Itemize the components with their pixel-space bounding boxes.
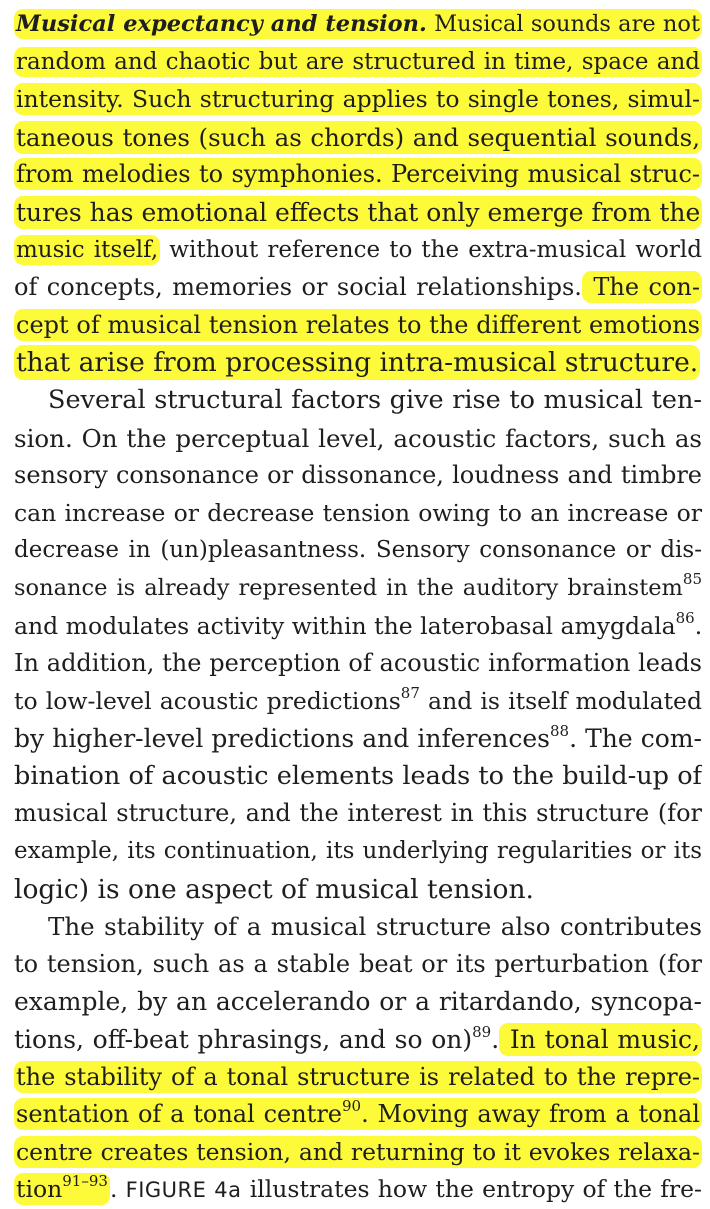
text-span: . Moving away from a tonal — [361, 1100, 700, 1129]
text-span: The stability of a musical structure also contributes — [48, 912, 702, 942]
text-line — [14, 645, 702, 683]
text-line — [14, 1021, 702, 1059]
text-line — [14, 81, 702, 119]
citation-superscript: 86 — [675, 608, 695, 627]
paragraph-structural-factors — [14, 382, 702, 908]
highlight — [14, 9, 702, 39]
text-line — [14, 1096, 702, 1134]
text-line — [14, 307, 702, 345]
figure-reference-link[interactable]: FIGURE 4a — [125, 1178, 242, 1203]
text-line — [14, 683, 702, 721]
text-line — [14, 269, 702, 307]
text-line — [14, 344, 702, 382]
text-line — [14, 457, 702, 495]
highlight: music itself, — [16, 236, 159, 263]
text-line — [14, 946, 702, 984]
text-line — [14, 495, 702, 533]
text-span: sentation of a tonal centre — [16, 1100, 342, 1129]
text-line — [14, 1171, 702, 1209]
citation-superscript: 88 — [550, 722, 570, 741]
text-span: example, by an accelerando or a ritardando, syncopa- — [14, 987, 702, 1017]
highlight: random and chaotic but are structured in time, space and — [16, 48, 700, 75]
text-line — [14, 156, 702, 194]
text-line — [14, 420, 702, 458]
text-line — [14, 119, 702, 157]
text-span: Musical sounds are not — [426, 11, 700, 37]
text-span: of concepts, memories or social relationships. — [14, 273, 582, 302]
text-line — [14, 871, 702, 909]
paragraph-musical-expectancy — [14, 6, 702, 382]
text-line — [14, 608, 702, 646]
text-line — [14, 232, 702, 270]
text-line — [14, 833, 702, 871]
text-line — [14, 6, 702, 44]
highlight: cept of musical tension relates to the different emotions — [16, 310, 700, 339]
text-span: . The com- — [569, 724, 702, 754]
text-span: and modulates activity within the laterobasal amygdala — [14, 611, 676, 640]
text-line — [14, 570, 702, 608]
section-heading: Musical expectancy and tension. — [16, 11, 427, 37]
highlight: taneous tones (such as chords) and sequential sounds, — [16, 122, 700, 152]
text-span: decrease in (un)pleasantness. Sensory consonance or dis- — [14, 537, 702, 564]
text-line — [14, 1059, 702, 1097]
text-span: to tension, such as a stable beat or its perturbation (for — [14, 949, 702, 978]
highlight: In tonal music, — [501, 1025, 700, 1055]
highlight: tures has emotional effects that only emerge from the — [16, 197, 701, 227]
text-span: tion — [16, 1175, 63, 1204]
text-span: can increase or decrease tension owing to an increase or — [14, 498, 702, 527]
text-line — [14, 795, 702, 833]
text-span: without reference to the extra-musical world — [160, 236, 702, 263]
highlight: that arise from processing intra-musical structure. — [16, 347, 699, 379]
highlight: the stability of a tonal structure is related to the repre- — [16, 1062, 700, 1091]
highlight — [14, 1098, 702, 1130]
text-span: by higher-level predictions and inferences — [14, 724, 550, 754]
text-line — [14, 194, 702, 232]
text-line — [14, 758, 702, 796]
text-span: and is itself modulated — [419, 686, 702, 715]
text-line — [14, 983, 702, 1021]
highlight — [14, 1173, 110, 1205]
text-span: to low-level acoustic predictions — [14, 686, 401, 715]
citation-superscript: 87 — [400, 683, 420, 702]
text-span: . — [109, 1175, 126, 1204]
text-span: illustrates how the entropy of the fre- — [241, 1175, 702, 1204]
text-span: musical structure, and the interest in this structure (for — [14, 799, 702, 828]
text-span: example, its continuation, its underlying regularities or its — [14, 838, 702, 865]
text-line — [14, 382, 702, 420]
text-line — [14, 44, 702, 82]
citation-superscript: 89 — [472, 1023, 492, 1042]
highlight: from melodies to symphonies. Perceiving musical struc- — [16, 160, 700, 189]
citation-superscript: 85 — [682, 569, 702, 588]
text-span: sensory consonance or dissonance, loudness and timbre — [14, 461, 702, 490]
text-span: . — [694, 611, 702, 640]
highlight: The con- — [583, 273, 700, 302]
citation-superscript: 91–93 — [62, 1172, 108, 1191]
paragraph-stability — [14, 908, 702, 1209]
text-line — [14, 1134, 702, 1172]
highlight: intensity. Such structuring applies to single tones, simul- — [16, 85, 700, 114]
text-span: sion. On the perceptual level, acoustic factors, such as — [14, 423, 702, 453]
text-span: sonance is already represented in the auditory brainstem — [14, 574, 683, 601]
text-span: tions, off-beat phrasings, and so on) — [14, 1025, 473, 1055]
text-line — [14, 532, 702, 570]
text-line — [14, 908, 702, 946]
text-line — [14, 720, 702, 758]
text-span: logic) is one aspect of musical tension. — [14, 873, 534, 905]
highlight: centre creates tension, and returning to it evokes relaxa- — [16, 1137, 700, 1166]
text-span: In addition, the perception of acoustic information leads — [14, 649, 702, 678]
text-span: Several structural factors give rise to musical ten- — [48, 384, 702, 415]
text-span: . — [491, 1025, 500, 1055]
citation-superscript: 90 — [342, 1097, 362, 1116]
text-span: bination of acoustic elements leads to the build-up of — [14, 760, 702, 791]
